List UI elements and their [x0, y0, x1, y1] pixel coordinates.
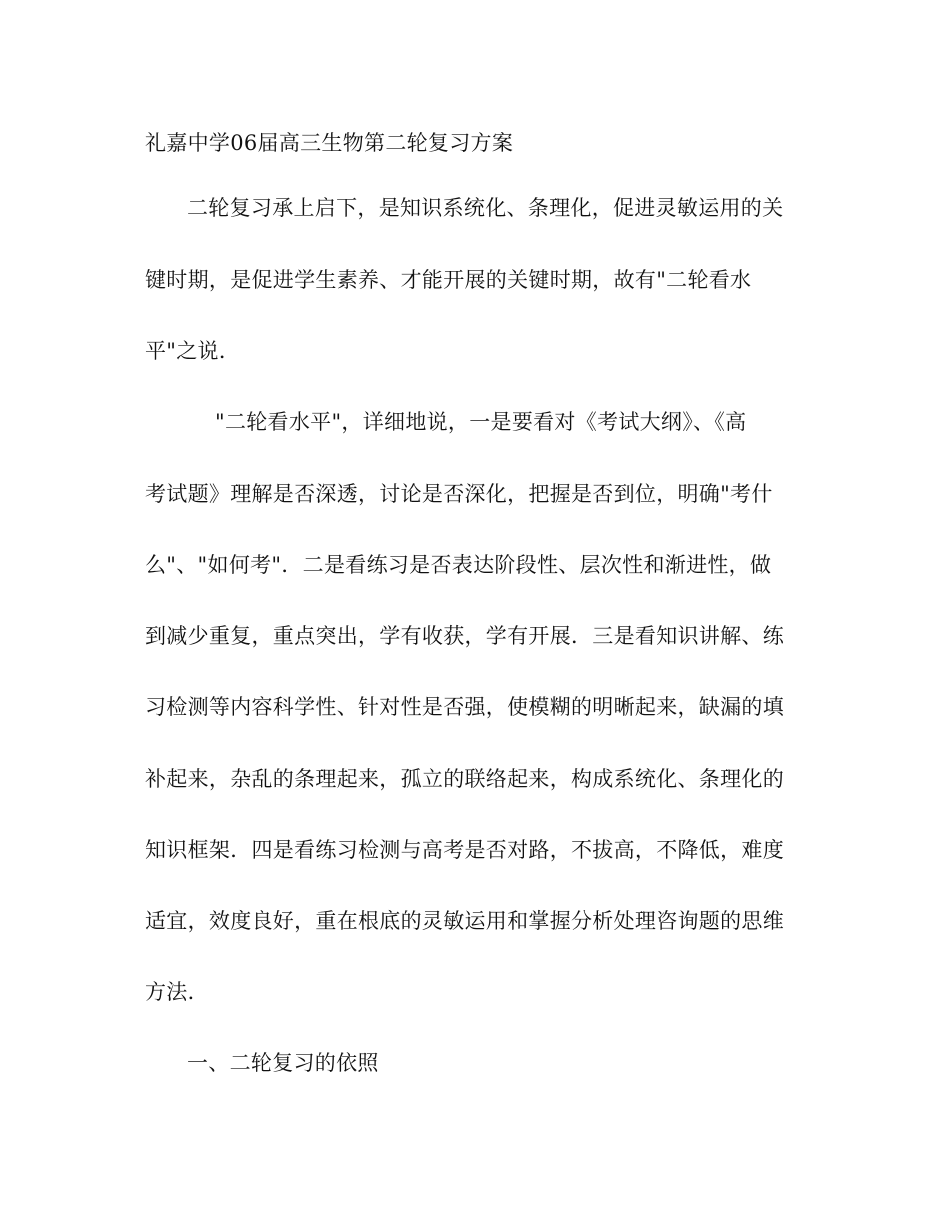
paragraph-line: 平"之说．	[145, 339, 241, 363]
paragraph-line: 习检测等内容科学性、针对性是否强，使模糊的明晰起来，缺漏的填	[145, 695, 784, 719]
paragraph-line: 补起来，杂乱的条理起来，孤立的联络起来，构成系统化、条理化的	[145, 767, 784, 791]
paragraph-line: "二轮看水平"，详细地说，一是要看对《考试大纲》、《高	[215, 410, 747, 434]
paragraph-line: 二轮复习承上启下，是知识系统化、条理化，促进灵敏运用的关	[187, 196, 784, 220]
document-title: 礼嘉中学06届高三生物第二轮复习方案	[145, 131, 514, 155]
section-heading: 一、二轮复习的依照	[187, 1051, 379, 1075]
paragraph-line: 键时期，是促进学生素养、才能开展的关键时期，故有"二轮看水	[145, 268, 752, 292]
paragraph-line: 方法．	[145, 980, 209, 1004]
paragraph-line: 到减少重复，重点突出，学有收获，学有开展．三是看知识讲解、练	[145, 624, 784, 648]
paragraph-line: 么"、"如何考"．二是看练习是否表达阶段性、层次性和渐进性，做	[145, 553, 772, 577]
paragraph-line: 知识框架．四是看练习检测与高考是否对路，不拔高，不降低，难度	[145, 838, 784, 862]
paragraph-line: 考试题》理解是否深透，讨论是否深化，把握是否到位，明确"考什	[145, 482, 773, 506]
paragraph-line: 适宜，效度良好，重在根底的灵敏运用和掌握分析处理咨询题的思维	[145, 909, 784, 933]
